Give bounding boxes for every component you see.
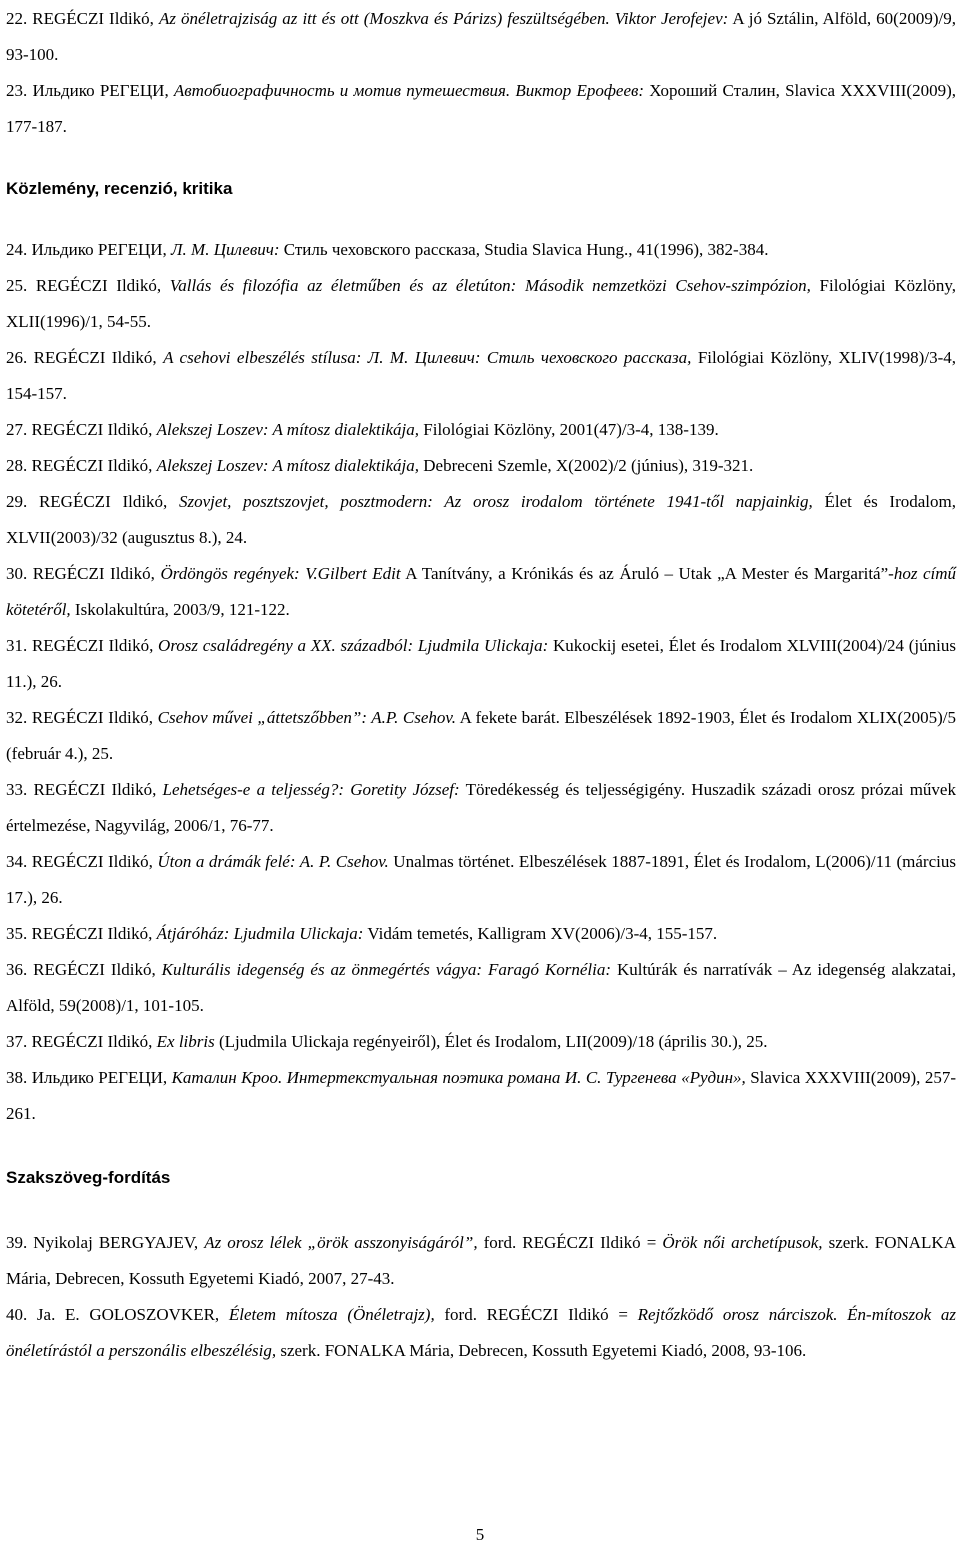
entry-title-segment: Kulturális idegenség és az önmegértés vágya: Faragó Kornélia: (161, 960, 612, 979)
bibliography-entry-29 (6, 484, 956, 556)
section-heading-translations: Szakszöveg-fordítás (6, 1168, 171, 1187)
entry-title-segment: Vallás és filozófia az életműben és az életúton: Második nemzetközi Csehov-szimpózion, (169, 276, 811, 295)
publication-list-translations (6, 1225, 956, 1369)
bibliography-entry-40 (6, 1297, 956, 1369)
entry-text-segment: A fekete barát. Elbeszélések 1892-1903, Élet és Irodalom XLIX(2005)/5 (február 4.), 25. (6, 708, 956, 763)
entry-text-segment: 30. REGÉCZI Ildikó, (6, 564, 161, 583)
entry-title-segment: Átjáróház: Ljudmila Ulickaja: (156, 924, 364, 943)
entry-text-segment: Kukockij esetei, Élet és Irodalom XLVIII(2004)/24 (június 11.), 26. (6, 636, 956, 691)
bibliography-entry-32 (6, 700, 956, 772)
entry-title-segment: Örök női archetípusok, (662, 1233, 823, 1252)
entry-text-segment: 22. REGÉCZI Ildikó, (6, 9, 159, 28)
entry-text-segment: Unalmas történet. Elbeszélések 1887-1891, Élet és Irodalom, L(2006)/11 (március 17.), 26. (6, 852, 956, 907)
entry-title-segment: Orosz családregény a XX. századból: Ljudmila Ulickaja: (158, 636, 549, 655)
bibliography-entry-28 (6, 448, 956, 484)
entry-text-segment: Slavica XXXVIII(2009), 257-261. (6, 1068, 956, 1123)
bibliography-entry-38 (6, 1060, 956, 1132)
entry-text-segment: 28. REGÉCZI Ildikó, (6, 456, 157, 475)
bibliography-entry-35 (6, 916, 956, 952)
entry-text-segment: ford. REGÉCZI Ildikó = (477, 1233, 663, 1252)
entry-title-segment: Szovjet, posztszovjet, posztmodern: Az orosz irodalom története 1941-től napjainkig, (179, 492, 813, 511)
entry-text-segment: 34. REGÉCZI Ildikó, (6, 852, 158, 871)
entry-text-segment: Töredékesség és teljességigény. Huszadik századi orosz prózai művek értelmezése, Nagyvilág, 2006/1, 76-77. (6, 780, 956, 835)
entry-text-segment: 38. Ильдико РЕГЕЦИ, (6, 1068, 172, 1087)
entry-text-segment: A jó Sztálin, Alföld, 60(2009)/9, 93-100. (6, 9, 956, 64)
entry-title-segment: Rejtőzködő orosz nárciszok. Én-mítoszok az önéletírástól a perszonális elbeszélésig, (6, 1305, 956, 1360)
document-page (6, 0, 956, 1369)
bibliography-entry-34 (6, 844, 956, 916)
entry-text-segment: Стиль чеховского рассказа, Studia Slavica Hung., 41(1996), 382-384. (279, 240, 769, 259)
entry-title-segment: Az önéletrajziság az itt és ott (Moszkva és Párizs) feszültségében. Viktor Jerofejev: (158, 9, 729, 28)
entry-text-segment: szerk. FONALKA Mária, Debrecen, Kossuth Egyetemi Kiadó, 2008, 93-106. (276, 1341, 807, 1360)
entry-text-segment: 29. REGÉCZI Ildikó, (6, 492, 180, 511)
entry-text-segment: 24. Ильдико РЕГЕЦИ, (6, 240, 172, 259)
bibliography-entry-39 (6, 1225, 956, 1297)
bibliography-entry-26 (6, 340, 956, 412)
entry-title-segment: Ördöngös regények: V.Gilbert Edit (160, 564, 401, 583)
entry-title-segment: Lehetséges-e a teljesség?: Goretity József: (162, 780, 460, 799)
entry-text-segment: Élet és Irodalom, XLVII(2003)/32 (augusztus 8.), 24. (6, 492, 956, 547)
entry-text-segment: 35. REGÉCZI Ildikó, (6, 924, 157, 943)
entry-text-segment: 32. REGÉCZI Ildikó, (6, 708, 158, 727)
entry-text-segment: Debreceni Szemle, X(2002)/2 (június), 319-321. (419, 456, 754, 475)
entry-title-segment: Alekszej Loszev: A mítosz dialektikája, (156, 420, 420, 439)
entry-text-segment: Хороший Сталин, Slavica XXXVIII(2009), 177-187. (6, 81, 956, 136)
section-heading-reviews: Közlemény, recenzió, kritika (6, 179, 233, 198)
entry-text-segment: 39. Nyikolaj BERGYAJEV, (6, 1233, 205, 1252)
entry-text-segment: Iskolakultúra, 2003/9, 121-122. (70, 600, 290, 619)
entry-text-segment: 25. REGÉCZI Ildikó, (6, 276, 170, 295)
entry-title-segment: Csehov művei „áttetszőbben”: A.P. Csehov. (157, 708, 456, 727)
entry-title-segment: A csehovi elbeszélés stílusa: Л. М. Цилевич: Стиль чеховского рассказа, (163, 348, 692, 367)
bibliography-entry-30 (6, 556, 956, 628)
entry-text-segment: A Tanítvány, a Krónikás és az Áruló – Utak „A Mester és Margaritá” (400, 564, 889, 583)
bibliography-entry-31 (6, 628, 956, 700)
entry-text-segment: 33. REGÉCZI Ildikó, (6, 780, 163, 799)
entry-title-segment: Úton a drámák felé: A. P. Csehov. (157, 852, 389, 871)
entry-text-segment: 31. REGÉCZI Ildikó, (6, 636, 159, 655)
entry-text-segment: (Ljudmila Ulickaja regényeiről), Élet és Irodalom, LII(2009)/18 (április 30.), 25. (214, 1032, 768, 1051)
page-number: 5 (475, 1525, 485, 1544)
bibliography-entry-33 (6, 772, 956, 844)
entry-title-segment: -hoz című kötetéről, (6, 564, 956, 619)
entry-text-segment: szerk. FONALKA Mária, Debrecen, Kossuth Egyetemi Kiadó, 2007, 27-43. (6, 1233, 956, 1288)
publication-list-reviews (6, 232, 956, 1132)
entry-text-segment: 26. REGÉCZI Ildikó, (6, 348, 164, 367)
publication-list-continued (6, 1, 956, 145)
entry-title-segment: Életem mítosza (Önéletrajz), (228, 1305, 435, 1324)
bibliography-entry-27 (6, 412, 956, 448)
bibliography-entry-25 (6, 268, 956, 340)
entry-title-segment: Alekszej Loszev: A mítosz dialektikája, (156, 456, 420, 475)
entry-title-segment: Каталин Кроо. Интертекстуальная поэтика романа И. С. Тургенева «Рудин», (171, 1068, 746, 1087)
entry-text-segment: 40. Ja. E. GOLOSZOVKER, (6, 1305, 229, 1324)
entry-title-segment: Автобиографичность и мотив путешествия. Виктор Ерофеев: (173, 81, 645, 100)
bibliography-entry-36 (6, 952, 956, 1024)
entry-text-segment: Kultúrák és narratívák – Az idegenség alakzatai, Alföld, 59(2008)/1, 101-105. (6, 960, 956, 1015)
entry-text-segment: Filológiai Közlöny, XLIV(1998)/3-4, 154-157. (6, 348, 956, 403)
entry-title-segment: Ex libris (156, 1032, 215, 1051)
entry-text-segment: Vidám temetés, Kalligram XV(2006)/3-4, 155-157. (363, 924, 718, 943)
entry-title-segment: Az orosz lélek „örök asszonyiságáról”, (204, 1233, 478, 1252)
entry-text-segment: 23. Ильдико РЕГЕЦИ, (6, 81, 174, 100)
bibliography-entry-24 (6, 232, 956, 268)
entry-text-segment: Filológiai Közlöny, XLII(1996)/1, 54-55. (6, 276, 956, 331)
bibliography-entry-22 (6, 1, 956, 73)
entry-title-segment: Л. М. Цилевич: (171, 240, 280, 259)
bibliography-entry-23 (6, 73, 956, 145)
entry-text-segment: Filológiai Közlöny, 2001(47)/3-4, 138-139. (419, 420, 719, 439)
entry-text-segment: 36. REGÉCZI Ildikó, (6, 960, 162, 979)
entry-text-segment: 37. REGÉCZI Ildikó, (6, 1032, 157, 1051)
bibliography-entry-37 (6, 1024, 956, 1060)
entry-text-segment: ford. REGÉCZI Ildikó = (434, 1305, 638, 1324)
entry-text-segment: 27. REGÉCZI Ildikó, (6, 420, 157, 439)
